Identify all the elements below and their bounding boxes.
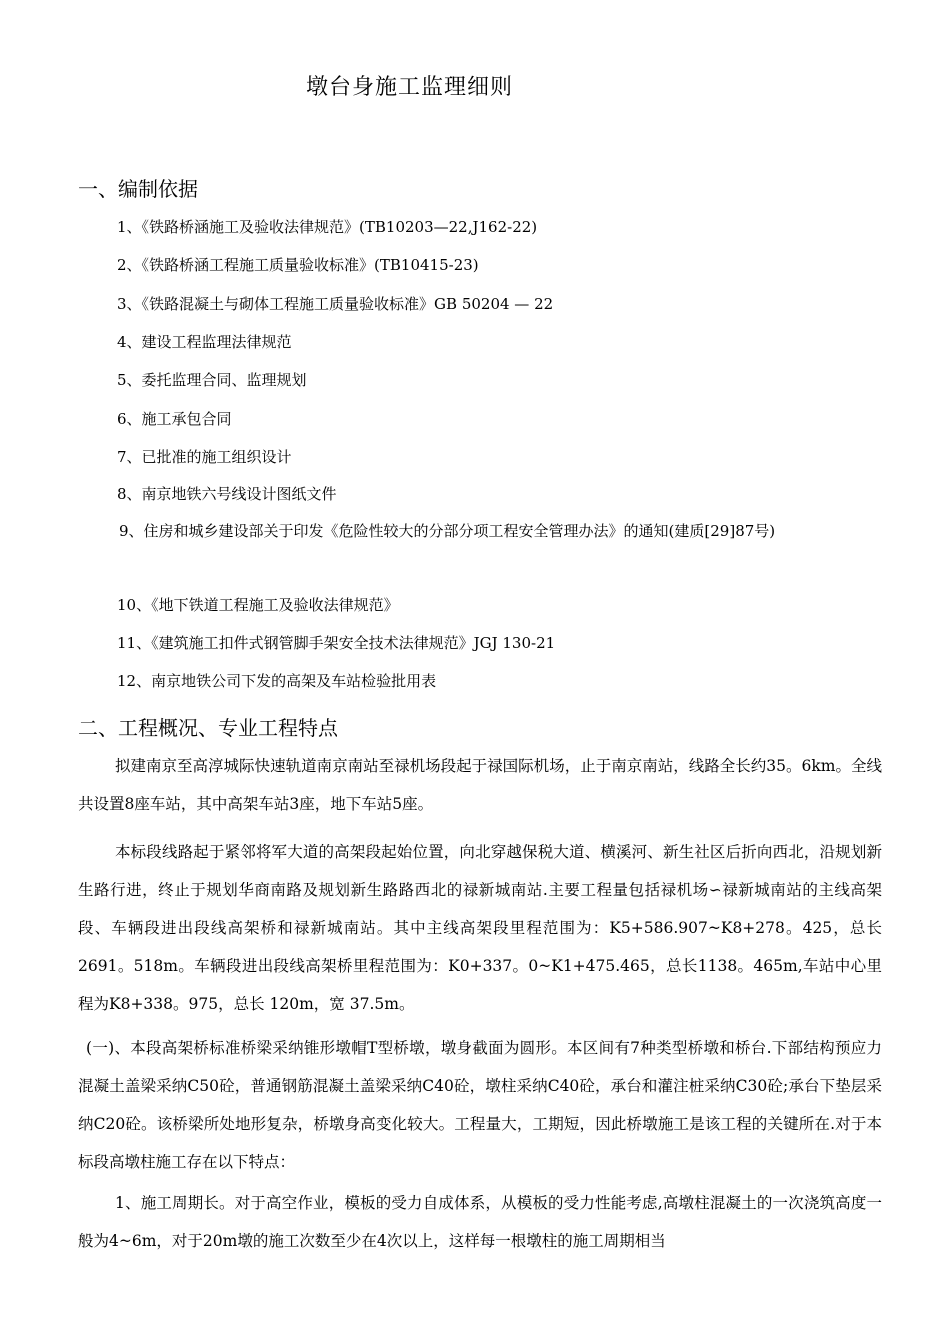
list-item: 5、委托监理合同、监理规划: [117, 371, 307, 389]
list-item: 6、施工承包合同: [117, 410, 232, 428]
paragraph: 拟建南京至高淳城际快速轨道南京南站至禄机场段起于禄国际机场，止于南京南站，线路全长约35。6km。全线共设置8座车站，其中高架车站3座，地下车站5座。: [78, 757, 882, 813]
section-heading-overview: 二、工程概况、专业工程特点: [78, 716, 338, 740]
list-item: 2、《铁路桥涵工程施工质量验收标准》(TB10415-23): [117, 256, 479, 274]
list-item: 11、《建筑施工扣件式钢管脚手架安全技术法律规范》JGJ 130-21: [117, 634, 556, 652]
paragraph: 本标段线路起于紧邻将军大道的高架段起始位置，向北穿越保税大道、横溪河、新生社区后折向西北，沿规划新生路行进，终止于规划华商南路及规划新生路路西北的禄新城南站.主要工程量包括禄机场∽禄新城南站的主线高架段、车辆段进出段线高架桥和禄新城南站。其中主线高架段里程范围为：K5+586.907~K8+278。425，总长2691。518m。车辆段进出段线高架桥里程范围为：K0+337。0~K1+475.465，总长1138。465m,车站中心里程为K8+338。975，总长 120m，宽 37.5m。: [78, 843, 882, 1013]
section-heading-basis: 一、编制依据: [78, 177, 198, 201]
document-title: 墩台身施工监理细则: [306, 75, 514, 100]
list-item: 1、《铁路桥涵施工及验收法律规范》(TB10203—22,J162-22): [117, 218, 538, 236]
list-item: 7、已批准的施工组织设计: [117, 448, 292, 466]
list-item: 12、南京地铁公司下发的高架及车站检验批用表: [117, 672, 437, 690]
paragraph: 1、施工周期长。对于高空作业，模板的受力自成体系，从模板的受力性能考虑,高墩柱混凝土的一次浇筑高度一般为4~6m，对于20m墩的施工次数至少在4次以上，这样每一根墩柱的施工周期相当: [78, 1194, 882, 1250]
list-item: 10、《地下铁道工程施工及验收法律规范》: [117, 596, 399, 614]
list-item: 3、《铁路混凝土与砌体工程施工质量验收标准》GB 50204 — 22: [117, 295, 554, 313]
list-item-wrapped: 9、住房和城乡建设部关于印发《危险性较大的分部分项工程安全管理办法》的通知(建质[29]87号): [119, 522, 776, 540]
list-item: 8、南京地铁六号线设计图纸文件: [117, 485, 337, 503]
list-item: 4、建设工程监理法律规范: [117, 333, 292, 351]
paragraph: (一)、本段高架桥标准桥梁采纳锥形墩帽T型桥墩，墩身截面为圆形。本区间有7种类型桥墩和桥台.下部结构预应力混凝土盖梁采纳C50砼，普通钢筋混凝土盖梁采纳C40砼，墩柱采纳C40砼，承台和灌注桩采纳C30砼;承台下垫层采纳C20砼。该桥梁所处地形复杂，桥墩身高变化较大。工程量大，工期短，因此桥墩施工是该工程的关键所在.对于本标段高墩柱施工存在以下特点：: [78, 1039, 882, 1171]
